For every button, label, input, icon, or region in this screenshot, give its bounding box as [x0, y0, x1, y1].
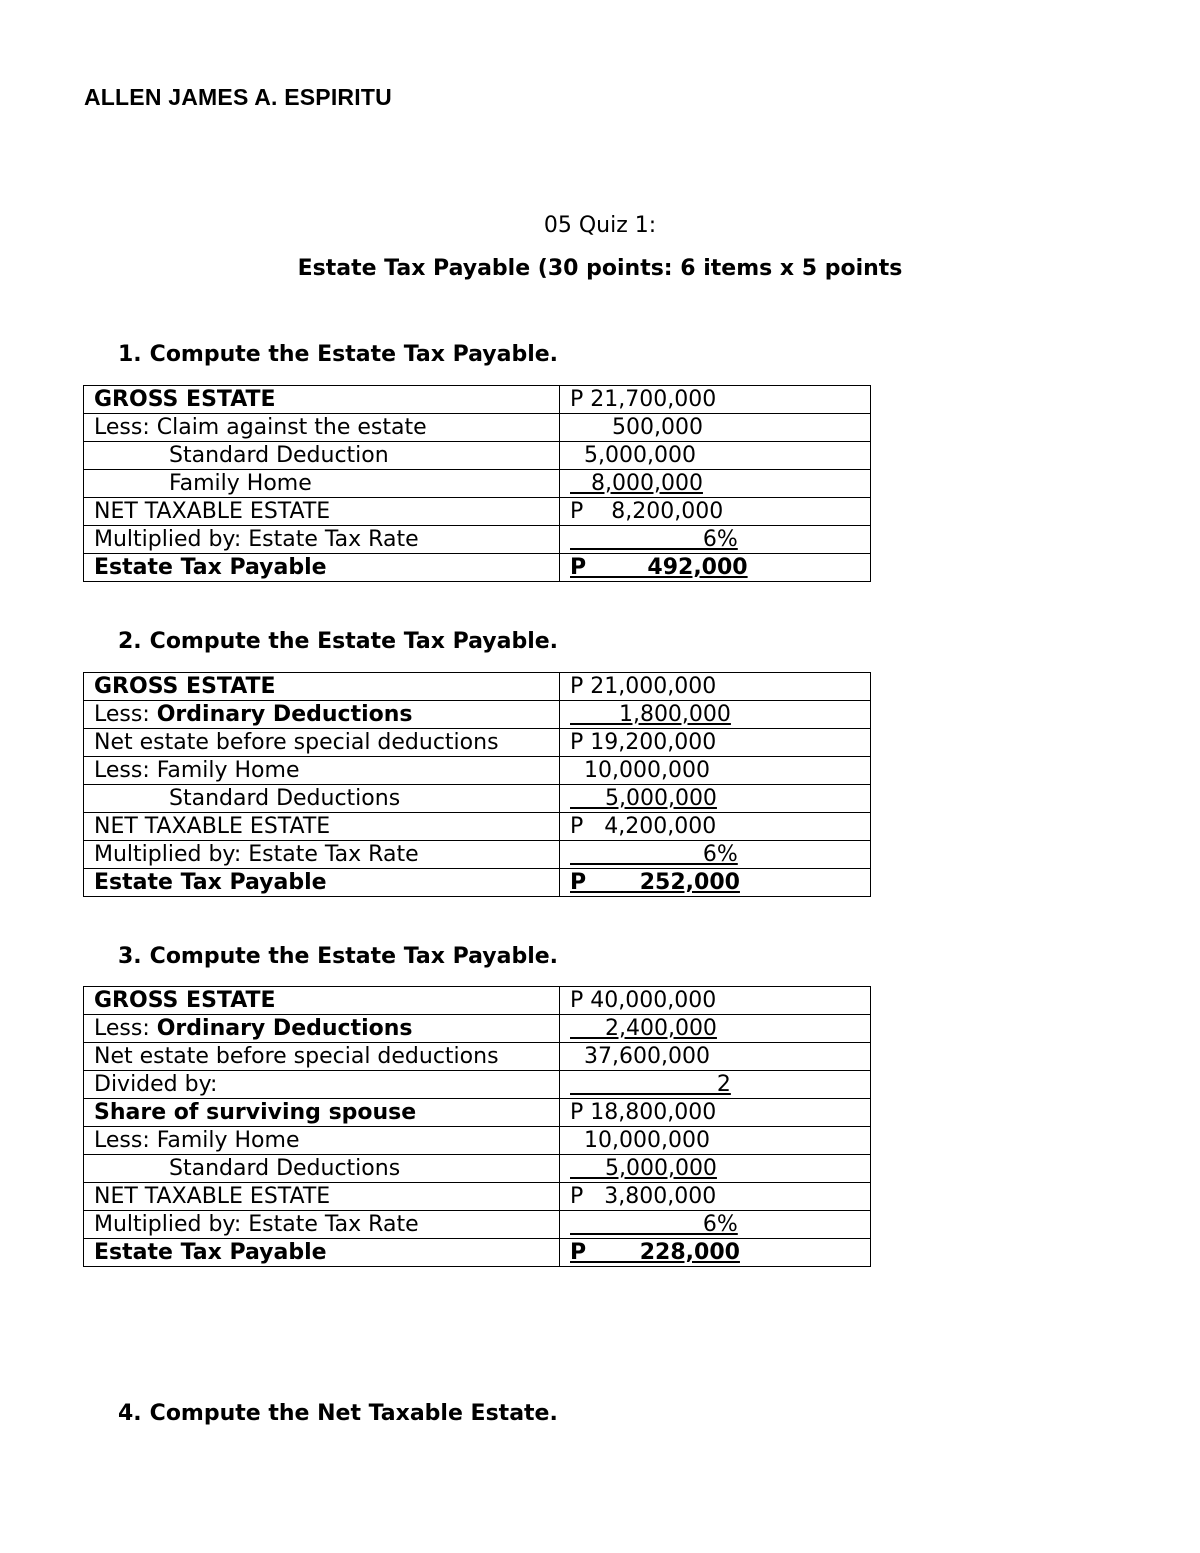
question-2-heading [118, 629, 558, 654]
table-row [84, 701, 871, 729]
row-amount: P 228,000 [560, 1239, 871, 1267]
question-1-heading [118, 342, 558, 367]
table-row [84, 1239, 871, 1267]
row-amount: P 8,200,000 [560, 498, 871, 526]
row-label: Less: Ordinary Deductions [84, 701, 560, 729]
question-3-table [83, 986, 871, 1267]
row-amount: 5,000,000 [560, 785, 871, 813]
question-2-table [83, 672, 871, 897]
table-row [84, 785, 871, 813]
row-label: Estate Tax Payable [84, 554, 560, 582]
row-label: Less: Claim against the estate [84, 414, 560, 442]
table-row [84, 414, 871, 442]
table-row [84, 554, 871, 582]
question-number: 4. [118, 1401, 142, 1426]
question-3-heading [118, 944, 558, 969]
question-number: 3. [118, 944, 142, 969]
row-amount: 37,600,000 [560, 1043, 871, 1071]
table-row [84, 813, 871, 841]
table-row [84, 1127, 871, 1155]
row-amount: 10,000,000 [560, 1127, 871, 1155]
question-number: 1. [118, 342, 142, 367]
row-amount: 5,000,000 [560, 1155, 871, 1183]
table-row [84, 1015, 871, 1043]
row-label: Standard Deductions [84, 785, 560, 813]
table-row [84, 841, 871, 869]
question-1-table [83, 385, 871, 582]
row-amount: P 19,200,000 [560, 729, 871, 757]
table-row [84, 757, 871, 785]
table-row [84, 386, 871, 414]
question-text: Compute the Estate Tax Payable. [149, 342, 559, 367]
table-row [84, 1183, 871, 1211]
author-name: ALLEN JAMES A. ESPIRITU [84, 84, 392, 110]
row-amount: 5,000,000 [560, 442, 871, 470]
row-amount: P 492,000 [560, 554, 871, 582]
row-label: NET TAXABLE ESTATE [84, 813, 560, 841]
table-row [84, 729, 871, 757]
row-amount: 500,000 [560, 414, 871, 442]
question-text: Compute the Estate Tax Payable. [149, 629, 559, 654]
row-amount: P 3,800,000 [560, 1183, 871, 1211]
row-label: Less: Ordinary Deductions [84, 1015, 560, 1043]
row-amount: 8,000,000 [560, 470, 871, 498]
row-label: Net estate before special deductions [84, 1043, 560, 1071]
row-amount: P 4,200,000 [560, 813, 871, 841]
row-label: NET TAXABLE ESTATE [84, 498, 560, 526]
row-label: GROSS ESTATE [84, 987, 560, 1015]
question-text: Compute the Net Taxable Estate. [149, 1401, 558, 1426]
row-amount: P 18,800,000 [560, 1099, 871, 1127]
row-amount: 6% [560, 526, 871, 554]
row-label: Multiplied by: Estate Tax Rate [84, 841, 560, 869]
row-amount: P 40,000,000 [560, 987, 871, 1015]
row-amount: 1,800,000 [560, 701, 871, 729]
row-amount: 2,400,000 [560, 1015, 871, 1043]
row-label: Less: Family Home [84, 1127, 560, 1155]
table-row [84, 470, 871, 498]
row-label: Multiplied by: Estate Tax Rate [84, 1211, 560, 1239]
row-label: Standard Deductions [84, 1155, 560, 1183]
question-text: Compute the Estate Tax Payable. [149, 944, 559, 969]
table-row [84, 1099, 871, 1127]
row-label: Standard Deduction [84, 442, 560, 470]
row-label: Divided by: [84, 1071, 560, 1099]
row-label: GROSS ESTATE [84, 673, 560, 701]
row-amount: 10,000,000 [560, 757, 871, 785]
quiz-number: 05 Quiz 1: [543, 213, 657, 238]
row-label: Multiplied by: Estate Tax Rate [84, 526, 560, 554]
table-row [84, 1155, 871, 1183]
table-row [84, 1211, 871, 1239]
table-row [84, 498, 871, 526]
question-4-heading [118, 1401, 558, 1426]
row-amount: P 21,700,000 [560, 386, 871, 414]
table-row [84, 442, 871, 470]
table-row [84, 673, 871, 701]
row-label: Less: Family Home [84, 757, 560, 785]
row-label: Share of surviving spouse [84, 1099, 560, 1127]
row-amount: P 252,000 [560, 869, 871, 897]
row-amount: 2 [560, 1071, 871, 1099]
row-label: Net estate before special deductions [84, 729, 560, 757]
table-row [84, 869, 871, 897]
row-amount: 6% [560, 841, 871, 869]
row-label: NET TAXABLE ESTATE [84, 1183, 560, 1211]
question-number: 2. [118, 629, 142, 654]
row-amount: 6% [560, 1211, 871, 1239]
row-label: Family Home [84, 470, 560, 498]
table-row [84, 1071, 871, 1099]
row-label: Estate Tax Payable [84, 869, 560, 897]
table-row [84, 987, 871, 1015]
row-amount: P 21,000,000 [560, 673, 871, 701]
row-label: Estate Tax Payable [84, 1239, 560, 1267]
quiz-title: Estate Tax Payable (30 points: 6 items x 5 points [297, 256, 903, 281]
row-label: GROSS ESTATE [84, 386, 560, 414]
table-row [84, 1043, 871, 1071]
table-row [84, 526, 871, 554]
